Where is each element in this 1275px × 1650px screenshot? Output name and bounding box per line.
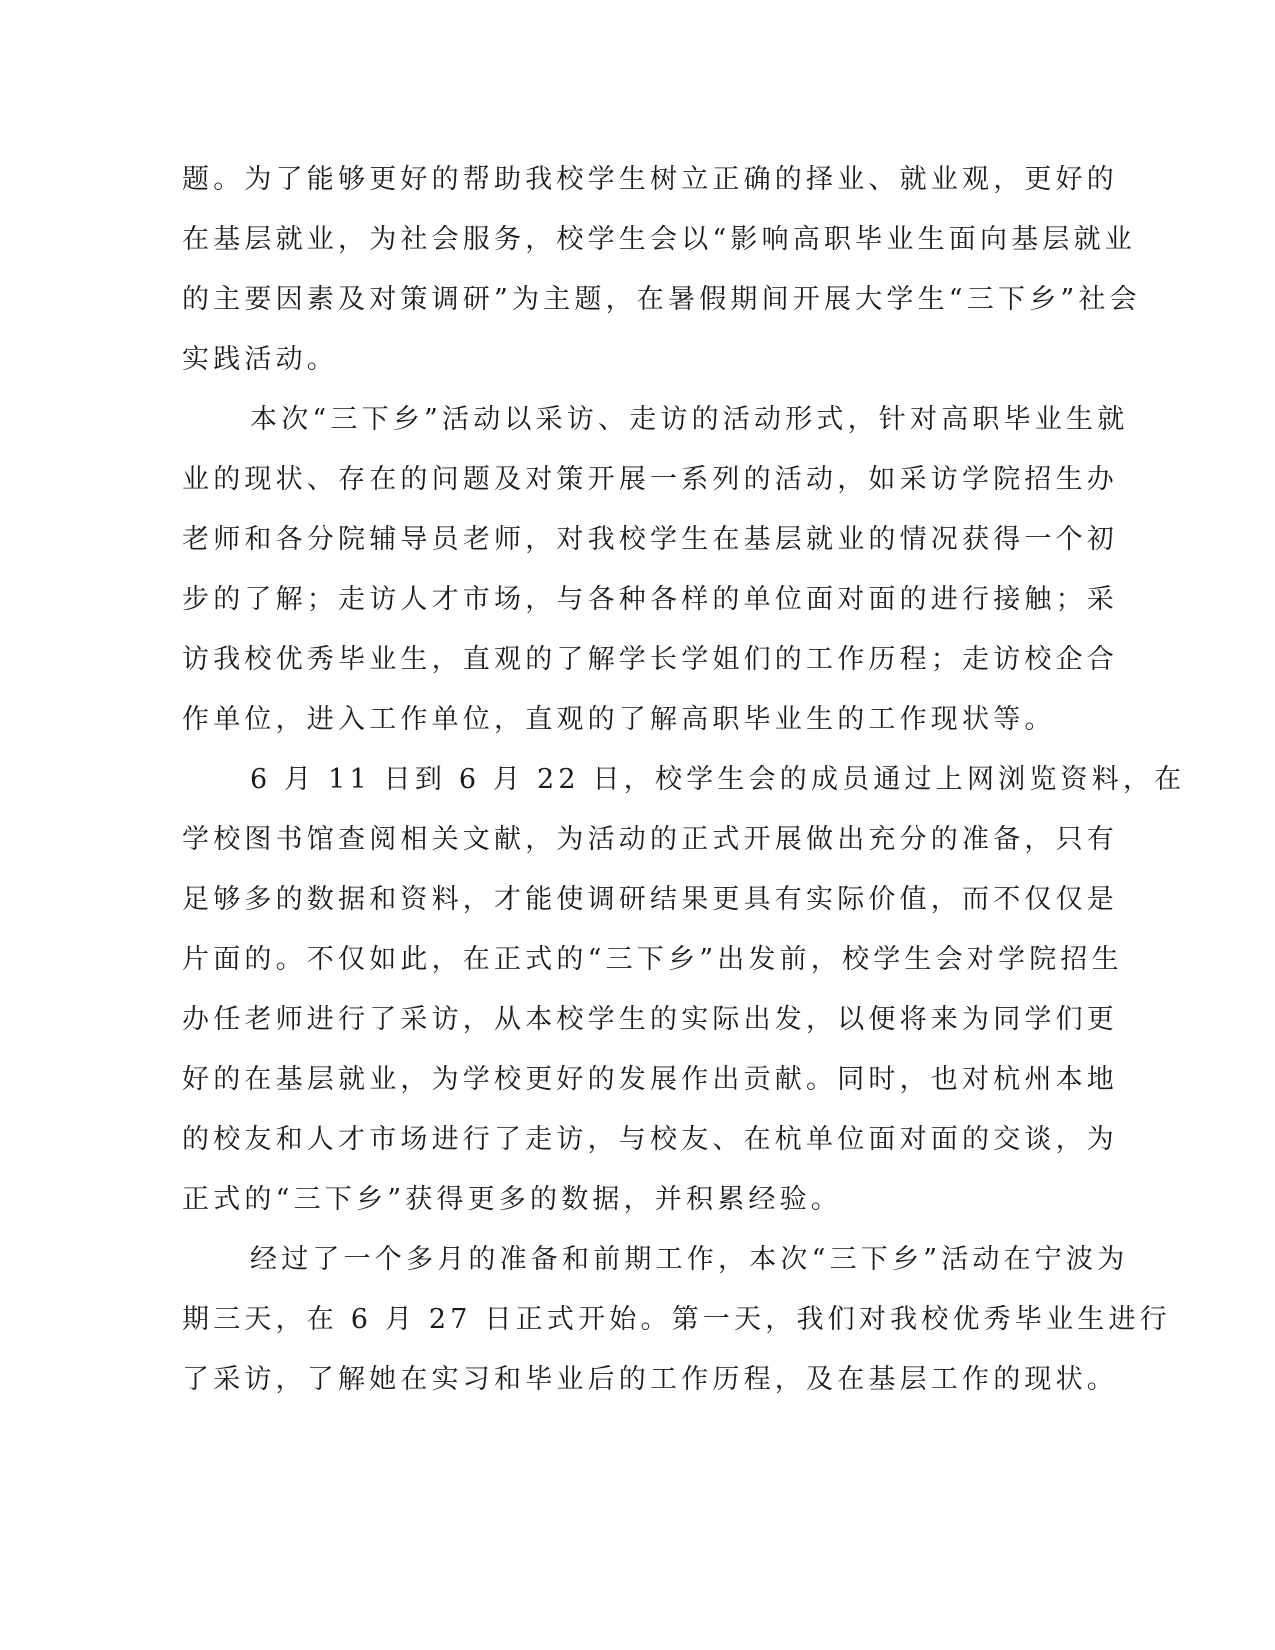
paragraph-2 (182, 390, 1129, 750)
paragraph-1 (182, 150, 1141, 390)
body-text (182, 150, 1186, 1410)
text-line: 6 月 11 日到 6 月 22 日，校学生会的成员通过上网浏览资料，在 (250, 764, 1186, 795)
text-line: 访我校优秀毕业生，直观的了解学长学姐们的工作历程；走访校企合 (182, 644, 1118, 675)
text-line: 实践活动。 (182, 344, 338, 375)
text-line: 经过了一个多月的准备和前期工作，本次“三下乡”活动在宁波为 (250, 1244, 1129, 1275)
text-line: 的主要因素及对策调研”为主题，在暑假期间开展大学生“三下乡”社会 (182, 284, 1141, 315)
text-line: 老师和各分院辅导员老师，对我校学生在基层就业的情况获得一个初 (182, 524, 1118, 555)
text-line: 期三天，在 6 月 27 日正式开始。第一天，我们对我校优秀毕业生进行 (182, 1304, 1171, 1335)
text-line: 的校友和人才市场进行了走访，与校友、在杭单位面对面的交谈，为 (182, 1124, 1118, 1155)
text-line: 在基层就业，为社会服务，校学生会以“影响高职毕业生面向基层就业 (182, 224, 1137, 255)
text-line: 办任老师进行了采访，从本校学生的实际出发，以便将来为同学们更 (182, 1004, 1118, 1035)
text-line: 学校图书馆查阅相关文献，为活动的正式开展做出充分的准备，只有 (182, 824, 1118, 855)
text-line: 片面的。不仅如此，在正式的“三下乡”出发前，校学生会对学院招生 (182, 944, 1123, 975)
text-line: 足够多的数据和资料，才能使调研结果更具有实际价值，而不仅仅是 (182, 884, 1118, 915)
text-line: 步的了解；走访人才市场，与各种各样的单位面对面的进行接触；采 (182, 584, 1118, 615)
text-line: 业的现状、存在的问题及对策开展一系列的活动，如采访学院招生办 (182, 464, 1118, 495)
text-line: 作单位，进入工作单位，直观的了解高职毕业生的工作现状等。 (182, 704, 1056, 735)
paragraph-3 (182, 750, 1186, 1230)
text-line: 题。为了能够更好的帮助我校学生树立正确的择业、就业观，更好的 (182, 164, 1118, 195)
text-line: 了采访，了解她在实习和毕业后的工作历程，及在基层工作的现状。 (182, 1364, 1118, 1395)
paragraph-4 (182, 1230, 1171, 1410)
text-line: 本次“三下乡”活动以采访、走访的活动形式，针对高职毕业生就 (250, 404, 1129, 435)
text-line: 正式的“三下乡”获得更多的数据，并积累经验。 (182, 1184, 843, 1215)
text-line: 好的在基层就业，为学校更好的发展作出贡献。同时，也对杭州本地 (182, 1064, 1118, 1095)
